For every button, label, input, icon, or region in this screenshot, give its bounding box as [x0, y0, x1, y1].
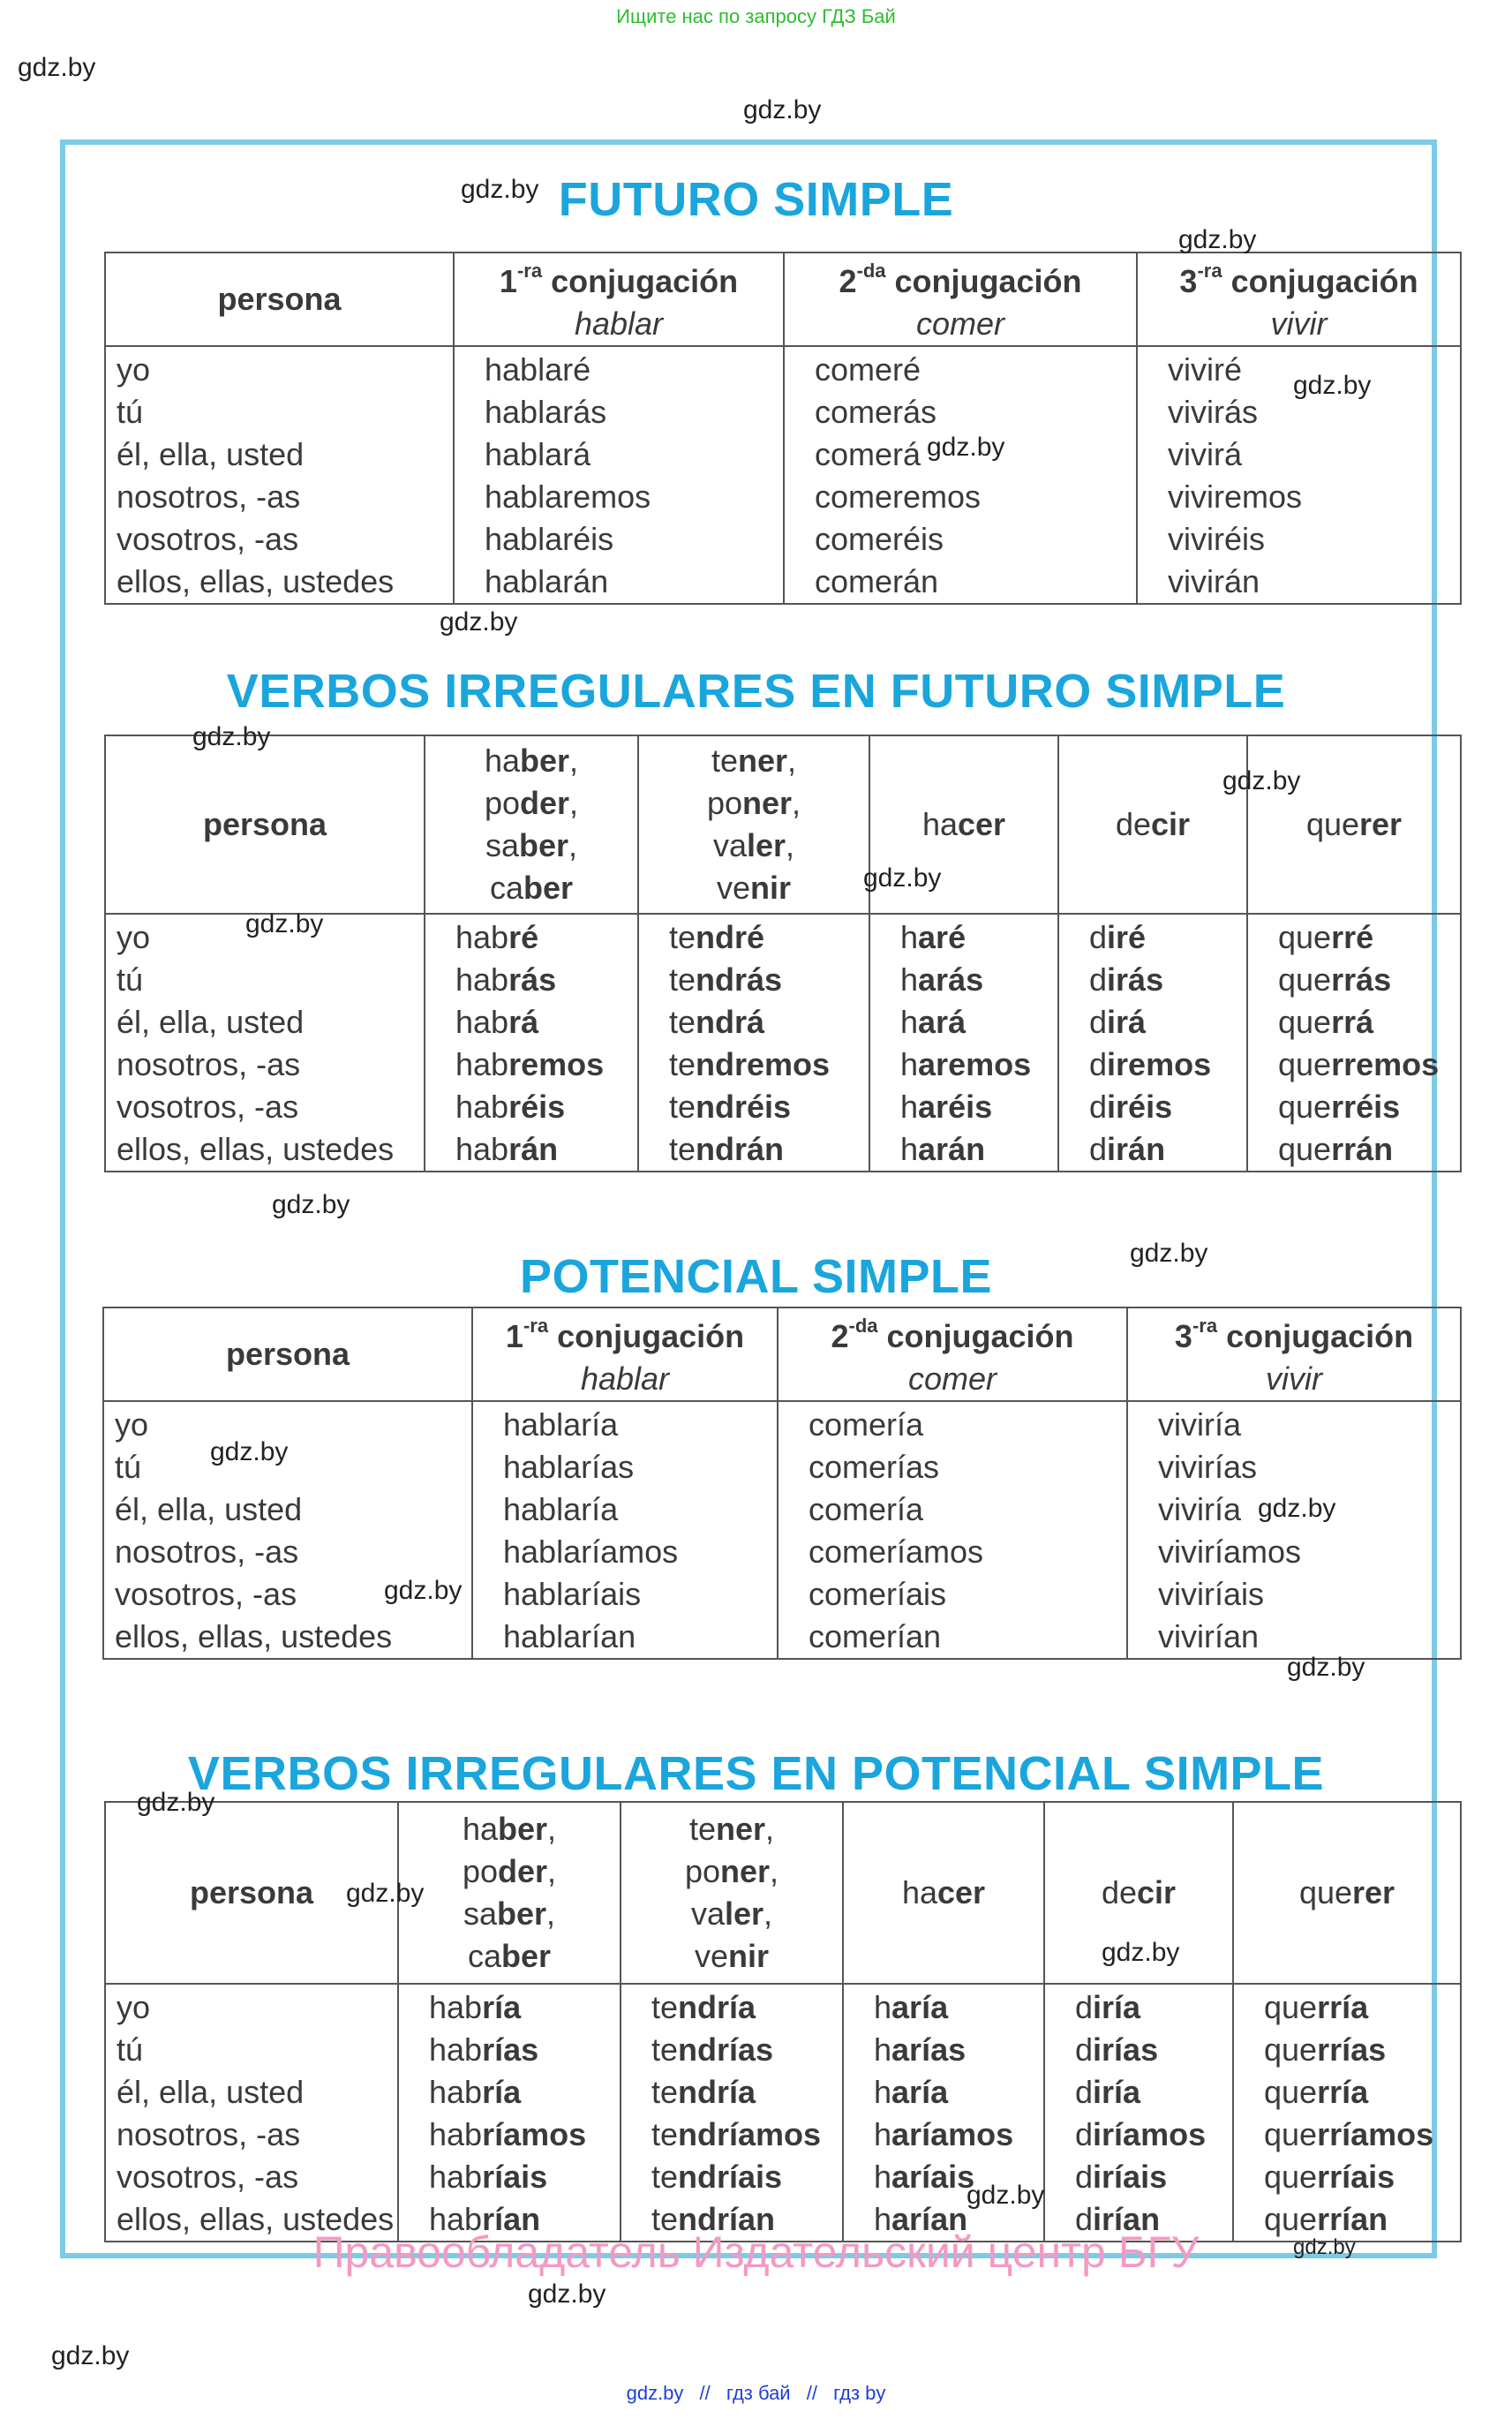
list-item: él, ella, usted [117, 1004, 305, 1040]
list-item: habríais [429, 2159, 548, 2195]
list-item: tendríais [651, 2159, 783, 2195]
forms-column-3 [869, 914, 1058, 1172]
watermark: gdz.by [384, 1576, 463, 1605]
list-item: vosotros, -as [117, 2159, 299, 2195]
forms-column-5 [1247, 914, 1461, 1172]
list-item: vosotros, -as [117, 1089, 299, 1125]
watermark: gdz.by [210, 1437, 289, 1466]
watermark: gdz.by [1293, 2235, 1356, 2259]
list-item: nosotros, -as [115, 1534, 299, 1570]
header-irr-col-3 [843, 1802, 1044, 1984]
list-item: vivirás [1168, 394, 1259, 430]
list-item: viviréis [1168, 521, 1266, 557]
list-item: tendríamos [651, 2116, 822, 2152]
infinitive-label: poder, [484, 785, 579, 821]
infinitive-label: decir [1115, 806, 1191, 842]
header-conj-3: $3^{-ra}$ conjugación vivir [1137, 252, 1461, 346]
list-item: él, ella, usted [117, 436, 305, 472]
list-item: hablarían [503, 1618, 636, 1654]
list-item: hablaremos [485, 479, 651, 515]
header-conj-2: $2^{-da}$ conjugación comer [778, 1307, 1127, 1401]
list-item: viviré [1168, 351, 1243, 388]
list-item: vivirá [1168, 436, 1243, 472]
header-conj-3: $3^{-ra}$ conjugación vivir [1127, 1307, 1461, 1401]
list-item: comería [809, 1491, 924, 1527]
list-item: comerá [815, 436, 921, 472]
list-item: tú [117, 2031, 144, 2068]
forms-column-2 [784, 346, 1137, 604]
forms-column-1 [454, 346, 784, 604]
header-persona: persona [105, 1802, 398, 1984]
list-item: hablaría [503, 1491, 619, 1527]
list-item: diría [1075, 2074, 1141, 2110]
list-item: comeré [815, 351, 921, 388]
list-item: comerías [809, 1449, 940, 1485]
list-item: viviría [1158, 1491, 1242, 1527]
list-item: diría [1075, 1989, 1141, 2025]
infinitive-label: tener, [711, 742, 797, 779]
header-irr-col-1 [425, 735, 638, 914]
list-item: querríamos [1264, 2116, 1434, 2152]
list-item: tendría [651, 2074, 756, 2110]
list-item: diríais [1075, 2159, 1168, 2195]
infinitive-label: decir [1101, 1874, 1177, 1910]
list-item: ellos, ellas, ustedes [115, 1618, 393, 1654]
list-item: haré [900, 919, 967, 955]
futuro-title: FUTURO SIMPLE [558, 173, 954, 226]
list-item: hablaréis [485, 521, 614, 557]
watermark: gdz.by [18, 53, 96, 82]
list-item: hará [900, 1004, 967, 1040]
list-item: habría [429, 1989, 522, 2025]
list-item: viviríais [1158, 1576, 1265, 1612]
list-item: yo [117, 1989, 151, 2025]
list-item: tendrán [669, 1131, 785, 1167]
list-item: querrás [1278, 961, 1392, 998]
bottom-link[interactable]: гдз by [833, 2382, 886, 2404]
forms-column-2 [778, 1401, 1127, 1659]
watermark: gdz.by [1178, 225, 1257, 254]
infinitive-label: querer [1298, 1874, 1395, 1910]
list-item: harás [900, 961, 984, 998]
infinitive-label: poder, [462, 1853, 557, 1889]
list-item: dirías [1075, 2031, 1159, 2068]
watermark: gdz.by [1102, 1938, 1180, 1967]
watermark: gdz.by [1258, 1494, 1336, 1523]
header-irr-col-2 [638, 735, 869, 914]
list-item: diríamos [1075, 2116, 1207, 2152]
watermark: gdz.by [1287, 1653, 1365, 1682]
forms-column-1 [425, 914, 638, 1172]
list-item: habré [455, 919, 539, 955]
list-item: tú [115, 1449, 142, 1485]
list-item: querrán [1278, 1131, 1394, 1167]
list-item: vivirán [1168, 563, 1260, 599]
list-item: nosotros, -as [117, 479, 301, 515]
header-irr-col-2 [621, 1802, 843, 1984]
potencial-irr-title: VERBOS IRREGULARES EN POTENCIAL SIMPLE [187, 1747, 1325, 1800]
potencial-table [102, 1307, 1462, 1660]
list-item: tendré [669, 919, 765, 955]
infinitive-label: hacer [901, 1874, 986, 1910]
infinitive-label: tener, [688, 1811, 775, 1847]
list-item: viviríamos [1158, 1534, 1302, 1570]
list-item: diremos [1089, 1046, 1212, 1082]
list-item: tendréis [669, 1089, 792, 1125]
infinitive-label: venir [694, 1938, 770, 1974]
infinitive-label: haber, [484, 742, 579, 779]
list-item: habrás [455, 961, 557, 998]
list-item: viviremos [1168, 479, 1303, 515]
persons-column [105, 346, 454, 604]
header-irr-col-1 [398, 1802, 621, 1984]
list-item: hablará [485, 436, 591, 472]
infinitive-label: valer, [712, 827, 795, 863]
copyright-footer: Правообладатель Издательский центр БГУ [312, 2227, 1200, 2277]
list-item: harías [874, 2031, 967, 2068]
futuro-irr-title: VERBOS IRREGULARES EN FUTURO SIMPLE [226, 665, 1286, 718]
watermark: gdz.by [51, 2341, 130, 2370]
watermark: gdz.by [528, 2280, 606, 2309]
list-item: comerán [815, 563, 939, 599]
header-conj-1: $1^{-ra}$ conjugación hablar [454, 252, 784, 346]
list-item: querría [1264, 2074, 1369, 2110]
list-item: haremos [900, 1046, 1032, 1082]
list-item: vosotros, -as [115, 1576, 297, 1612]
list-item: querría [1264, 1989, 1369, 2025]
list-item: hablaríamos [503, 1534, 679, 1570]
watermark: gdz.by [137, 1788, 215, 1817]
list-item: comeríais [809, 1576, 947, 1612]
watermark: gdz.by [1293, 371, 1372, 400]
list-item: haría [874, 2074, 949, 2110]
watermark: gdz.by [863, 863, 942, 893]
forms-column-3 [1127, 1401, 1461, 1659]
list-item: habréis [455, 1089, 566, 1125]
forms-column-2 [621, 1984, 843, 2242]
list-item: ellos, ellas, ustedes [117, 2201, 395, 2237]
list-item: tendremos [669, 1046, 831, 1082]
list-item: dirían [1075, 2201, 1161, 2237]
list-item: comería [809, 1406, 924, 1443]
infinitive-label: venir [716, 870, 792, 906]
list-item: haríais [874, 2159, 975, 2195]
watermark: gdz.by [967, 2181, 1045, 2210]
list-item: tendrían [651, 2201, 776, 2237]
list-item: él, ella, usted [117, 2074, 305, 2110]
infinitive-label: saber, [485, 827, 578, 863]
forms-column-5 [1233, 1984, 1461, 2242]
list-item: tú [117, 961, 144, 998]
list-item: haríamos [874, 2116, 1014, 2152]
list-item: habrían [429, 2201, 541, 2237]
list-item: diré [1089, 919, 1147, 955]
list-item: habrá [455, 1004, 539, 1040]
list-item: habrías [429, 2031, 539, 2068]
infinitive-label: poner, [684, 1853, 779, 1889]
watermark: gdz.by [1130, 1239, 1208, 1268]
separator: // [699, 2382, 711, 2404]
forms-column-1 [472, 1401, 778, 1659]
separator: // [806, 2382, 817, 2404]
list-item: dirá [1089, 1004, 1147, 1040]
list-item: hablaríais [503, 1576, 642, 1612]
list-item: habríamos [429, 2116, 587, 2152]
list-item: viviría [1158, 1406, 1242, 1443]
list-item: ellos, ellas, ustedes [117, 1131, 395, 1167]
list-item: tú [117, 394, 144, 430]
list-item: yo [117, 351, 151, 388]
list-item: nosotros, -as [117, 1046, 301, 1082]
forms-column-1 [398, 1984, 621, 2242]
header-persona: persona [105, 735, 425, 914]
list-item: dirás [1089, 961, 1164, 998]
list-item: hablarías [503, 1449, 635, 1485]
list-item: querríais [1264, 2159, 1395, 2195]
list-item: querrían [1264, 2201, 1388, 2237]
list-item: ellos, ellas, ustedes [117, 563, 395, 599]
list-item: hablaré [485, 351, 591, 388]
infinitive-label: saber, [463, 1895, 556, 1932]
list-item: comerás [815, 394, 937, 430]
infinitive-label: haber, [462, 1811, 557, 1847]
list-item: tendrías [651, 2031, 774, 2068]
list-item: harían [874, 2201, 968, 2237]
list-item: comeremos [815, 479, 982, 515]
watermark: gdz.by [743, 95, 822, 124]
header-irr-col-5 [1233, 1802, 1461, 1984]
futuro-table [104, 252, 1462, 605]
list-item: comeréis [815, 521, 944, 557]
header-conj-2: $2^{-da}$ conjugación comer [784, 252, 1137, 346]
list-item: tendrás [669, 961, 783, 998]
infinitive-label: caber [467, 1938, 552, 1974]
list-item: yo [115, 1406, 149, 1443]
list-item: habría [429, 2074, 522, 2110]
list-item: querremos [1278, 1046, 1440, 1082]
list-item: nosotros, -as [117, 2116, 301, 2152]
futuro-irr-table [104, 735, 1462, 1172]
list-item: tendría [651, 1989, 756, 2025]
watermark: gdz.by [245, 909, 324, 938]
list-item: hablaría [503, 1406, 619, 1443]
potencial-title: POTENCIAL SIMPLE [519, 1250, 993, 1303]
header-irr-col-5 [1247, 735, 1461, 914]
watermark: gdz.by [192, 722, 271, 751]
bottom-link[interactable]: гдз бай [726, 2382, 791, 2404]
list-item: harán [900, 1131, 986, 1167]
persons-column [105, 914, 425, 1172]
list-item: comerían [809, 1618, 942, 1654]
watermark: gdz.by [1222, 766, 1301, 795]
header-conj-1: $1^{-ra}$ conjugación hablar [472, 1307, 778, 1401]
list-item: hablarán [485, 563, 609, 599]
list-item: habremos [455, 1046, 605, 1082]
list-item: habrán [455, 1131, 559, 1167]
forms-column-4 [1044, 1984, 1233, 2242]
potencial-irr-table [104, 1801, 1462, 2242]
forms-column-4 [1058, 914, 1247, 1172]
watermark: gdz.by [927, 433, 1005, 462]
header-persona: persona [103, 1307, 472, 1401]
infinitive-label: poner, [706, 785, 801, 821]
header-irr-col-4 [1058, 735, 1247, 914]
list-item: haría [874, 1989, 949, 2025]
list-item: querrías [1264, 2031, 1387, 2068]
persons-column [105, 1984, 398, 2242]
infinitive-label: hacer [921, 806, 1006, 842]
list-item: comeríamos [809, 1534, 984, 1570]
watermark: gdz.by [440, 607, 518, 637]
list-item: vivirían [1158, 1618, 1260, 1654]
watermark: gdz.by [461, 175, 539, 204]
top-search-note: Ищите нас по запросу ГДЗ Бай [616, 5, 896, 27]
list-item: querrá [1278, 1004, 1374, 1040]
bottom-link[interactable]: gdz.by [626, 2382, 684, 2404]
infinitive-label: valer, [690, 1895, 773, 1932]
list-item: tendrá [669, 1004, 765, 1040]
infinitive-label: caber [489, 870, 574, 906]
list-item: haréis [900, 1089, 993, 1125]
forms-column-2 [638, 914, 869, 1172]
watermark: gdz.by [346, 1879, 425, 1908]
list-item: dirán [1089, 1131, 1166, 1167]
list-item: vosotros, -as [117, 521, 299, 557]
watermark: gdz.by [272, 1190, 350, 1219]
list-item: querréis [1278, 1089, 1401, 1125]
list-item: yo [117, 919, 151, 955]
list-item: vivirías [1158, 1449, 1258, 1485]
header-persona: persona [105, 252, 454, 346]
list-item: él, ella, usted [115, 1491, 303, 1527]
list-item: querré [1278, 919, 1374, 955]
infinitive-label: querer [1305, 806, 1403, 842]
list-item: hablarás [485, 394, 607, 430]
bottom-links [0, 2382, 1512, 2405]
list-item: diréis [1089, 1089, 1173, 1125]
